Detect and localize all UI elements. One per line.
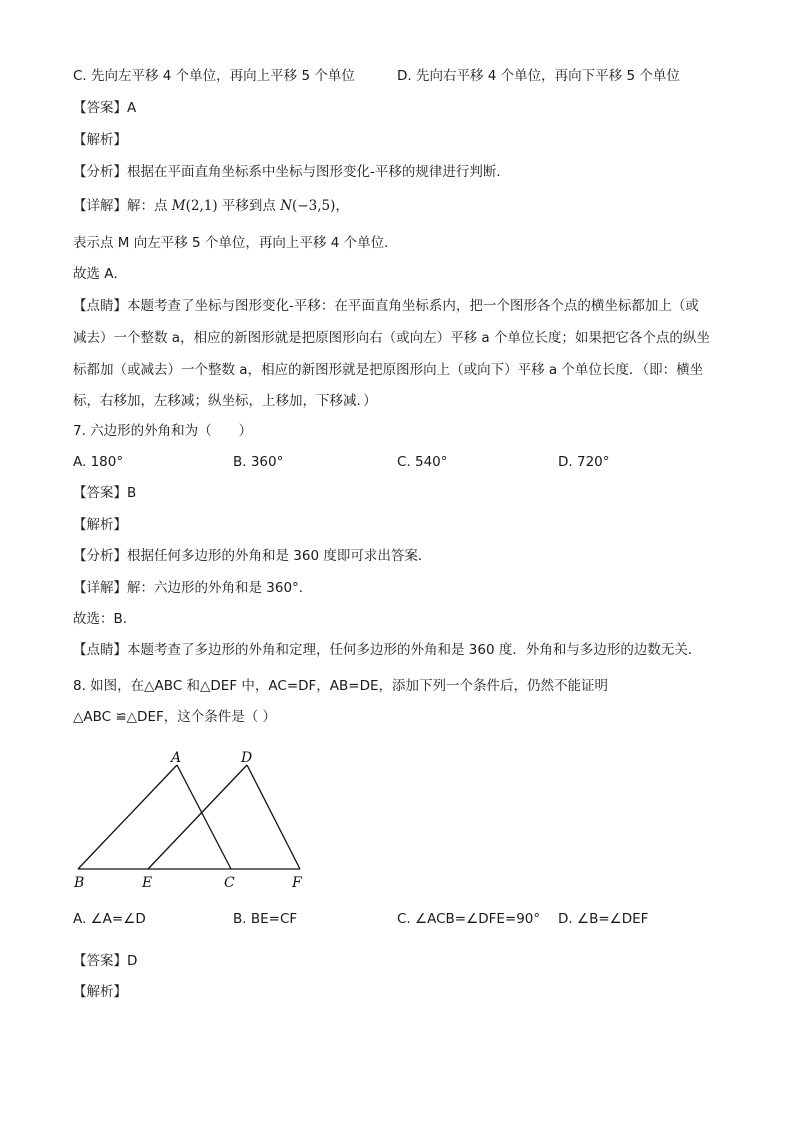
q8-option-a: A. ∠A=∠D bbox=[73, 911, 146, 927]
q6-detail-mid: 平移到点 bbox=[217, 198, 281, 214]
q7-comment: 【点睛】本题考查了多边形的外角和定理，任何多边形的外角和是 360 度．外角和与多边形的边数无关． bbox=[73, 642, 702, 658]
vertex-c-label: C bbox=[224, 875, 235, 891]
point-n-label: N bbox=[280, 198, 293, 214]
q8-option-b: B. BE=CF bbox=[233, 911, 298, 927]
q8-option-c: C. ∠ACB=∠DFE=90° bbox=[397, 911, 541, 927]
q6-detail-prefix: 【详解】解：点 bbox=[73, 198, 172, 214]
q7-answer: 【答案】B bbox=[73, 485, 137, 501]
q6-detail2: 表示点 M 向左平移 5 个单位，再向上平移 4 个单位． bbox=[73, 235, 398, 251]
q6-fenxi: 【分析】根据在平面直角坐标系中坐标与图形变化-平移的规律进行判断． bbox=[73, 164, 510, 180]
q8-option-d: D. ∠B=∠DEF bbox=[558, 911, 649, 927]
q6-comment-line1: 【点睛】本题考查了坐标与图形变化-平移：在平面直角坐标系内，把一个图形各个点的横坐标都加上（或 bbox=[73, 298, 699, 314]
triangles-figure bbox=[60, 745, 320, 895]
segment-df bbox=[247, 765, 300, 869]
point-m-label: M bbox=[171, 198, 186, 214]
q6-detail-suffix: ， bbox=[335, 198, 349, 214]
q7-option-b: B. 360° bbox=[233, 454, 284, 470]
q6-comment-line2: 减去）一个整数 a，相应的新图形就是把原图形向右（或向左）平移 a 个单位长度；如果把它各个点的纵坐 bbox=[73, 330, 710, 346]
vertex-e-label: E bbox=[142, 875, 153, 891]
q8-analysis-tag: 【解析】 bbox=[73, 984, 127, 1000]
q7-choose: 故选：B． bbox=[73, 611, 137, 627]
q7-question: 7. 六边形的外角和为（ ） bbox=[73, 423, 253, 439]
q6-analysis-tag: 【解析】 bbox=[73, 132, 127, 148]
q7-option-c: C. 540° bbox=[397, 454, 448, 470]
q6-comment-line3: 标都加（或减去）一个整数 a，相应的新图形就是把原图形向上（或向下）平移 a 个单位长度．（即：横坐 bbox=[73, 362, 704, 378]
q6-option-c: C. 先向左平移 4 个单位，再向上平移 5 个单位 bbox=[73, 68, 355, 84]
q6-answer: 【答案】A bbox=[73, 100, 137, 116]
q7-option-d: D. 720° bbox=[558, 454, 610, 470]
point-m-coord: (2,1) bbox=[185, 198, 218, 214]
q8-answer: 【答案】D bbox=[73, 953, 138, 969]
q8-question-line1: 8. 如图，在△ABC 和△DEF 中，AC=DF，AB=DE，添加下列一个条件后，仍然不能证明 bbox=[73, 678, 609, 694]
q6-comment-line4: 标，右移加，左移减；纵坐标，上移加，下移减．） bbox=[73, 393, 377, 409]
q7-fenxi: 【分析】根据任何多边形的外角和是 360 度即可求出答案． bbox=[73, 548, 432, 564]
q7-detail: 【详解】解：六边形的外角和是 360°． bbox=[73, 580, 313, 596]
q6-option-d: D. 先向右平移 4 个单位，再向下平移 5 个单位 bbox=[397, 68, 680, 84]
vertex-b-label: B bbox=[74, 875, 85, 891]
q6-detail bbox=[73, 197, 349, 215]
vertex-d-label: D bbox=[241, 750, 253, 766]
q7-analysis-tag: 【解析】 bbox=[73, 517, 127, 533]
q8-question-line2: △ABC ≌△DEF，这个条件是（ ） bbox=[73, 709, 277, 725]
q6-choose: 故选 A． bbox=[73, 266, 128, 282]
vertex-f-label: F bbox=[292, 875, 302, 891]
q7-option-a: A. 180° bbox=[73, 454, 124, 470]
vertex-a-label: A bbox=[171, 750, 182, 766]
segment-ac bbox=[177, 765, 231, 869]
point-n-coord: (−3,5) bbox=[292, 198, 336, 214]
